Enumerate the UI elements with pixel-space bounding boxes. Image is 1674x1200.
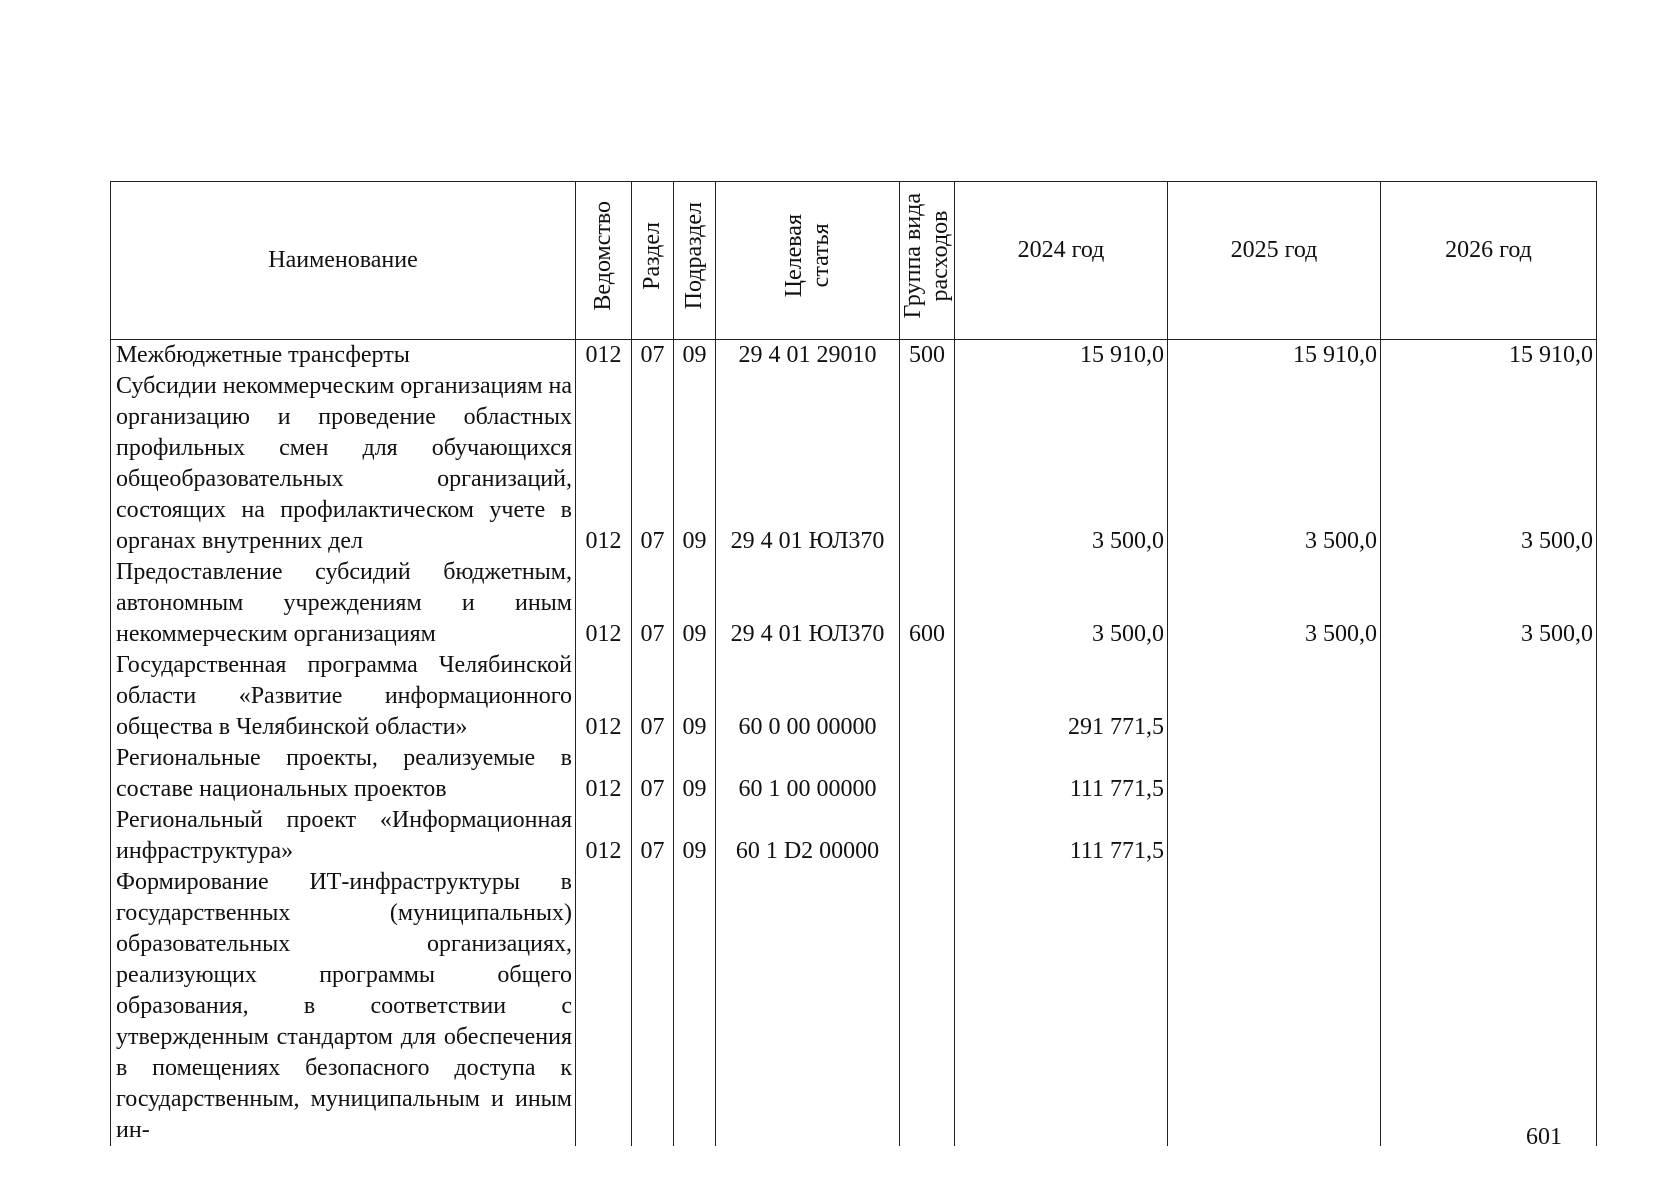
row-name: Государственная программа Челябинской области «Развитие информационного общества в Челябинской области» [111,650,576,743]
row-name: Предоставление субсидий бюджетным, автономным учреждениям и иным некоммерческим организациям [111,557,576,650]
header-row [111,182,1597,340]
row-razdel: 07 [632,650,674,743]
row-podrazdel: 09 [674,340,716,372]
row-target: 60 1 D2 00000 [716,805,900,867]
row-vedomstvo: 012 [576,340,632,372]
row-target: 29 4 01 29010 [716,340,900,372]
table-row [111,650,1597,743]
row-amount-2026: 3 500,0 [1381,557,1597,650]
table-row [111,867,1597,1146]
row-group [900,371,955,557]
row-amount-2026: 3 500,0 [1381,371,1597,557]
row-amount-2024: 3 500,0 [955,557,1168,650]
row-amount-2025 [1168,805,1381,867]
row-name: Региональные проекты, реализуемые в составе национальных проектов [111,743,576,805]
row-amount-2026 [1381,805,1597,867]
row-group [900,650,955,743]
row-vedomstvo: 012 [576,650,632,743]
header-year-2026: 2026 год [1381,182,1597,340]
row-amount-2026 [1381,743,1597,805]
table-row [111,805,1597,867]
table-row [111,371,1597,557]
page-number: 601 [1526,1124,1562,1150]
row-target [716,867,900,1146]
row-vedomstvo: 012 [576,557,632,650]
row-target: 29 4 01 ЮЛ370 [716,557,900,650]
row-podrazdel: 09 [674,557,716,650]
row-amount-2026 [1381,650,1597,743]
row-group: 600 [900,557,955,650]
row-razdel: 07 [632,557,674,650]
table-row [111,340,1597,372]
row-vedomstvo [576,867,632,1146]
header-year-2024: 2024 год [955,182,1168,340]
row-amount-2024: 3 500,0 [955,371,1168,557]
header-group: Группа вида расходов [900,182,955,340]
row-amount-2025: 15 910,0 [1168,340,1381,372]
header-name: Наименование [111,182,576,340]
row-amount-2025 [1168,743,1381,805]
row-amount-2024: 111 771,5 [955,805,1168,867]
budget-table [110,181,1597,1146]
row-amount-2024 [955,867,1168,1146]
row-razdel: 07 [632,805,674,867]
row-razdel: 07 [632,743,674,805]
header-razdel: Раздел [632,182,674,340]
row-amount-2025 [1168,650,1381,743]
row-name: Региональный проект «Информационная инфраструктура» [111,805,576,867]
row-amount-2026 [1381,867,1597,1146]
row-vedomstvo: 012 [576,371,632,557]
table-row [111,557,1597,650]
row-target: 60 1 00 00000 [716,743,900,805]
row-group [900,867,955,1146]
row-podrazdel: 09 [674,805,716,867]
row-amount-2024: 15 910,0 [955,340,1168,372]
row-podrazdel: 09 [674,650,716,743]
row-podrazdel: 09 [674,371,716,557]
table-row [111,743,1597,805]
row-vedomstvo: 012 [576,805,632,867]
row-name: Субсидии некоммерческим организациям на организацию и проведение областных профильных смен для обучающихся общеобразовательных организаций, состоящих на профилактическом учете в органах внутренних дел [111,371,576,557]
header-vedomstvo: Ведомство [576,182,632,340]
row-podrazdel [674,867,716,1146]
row-amount-2025: 3 500,0 [1168,557,1381,650]
header-target: Целевая статья [716,182,900,340]
row-amount-2026: 15 910,0 [1381,340,1597,372]
header-podrazdel: Подраздел [674,182,716,340]
row-vedomstvo: 012 [576,743,632,805]
row-amount-2024: 111 771,5 [955,743,1168,805]
row-razdel: 07 [632,371,674,557]
row-razdel: 07 [632,340,674,372]
row-group [900,743,955,805]
row-group [900,805,955,867]
row-target: 60 0 00 00000 [716,650,900,743]
row-name: Формирование ИТ-инфраструктуры в государственных (муниципальных) образовательных организациях, реализующих программы общего образования, в соответствии с утвержденным стандартом для обеспечения в помещениях безопасного доступа к государственным, муниципальным и иным ин- [111,867,576,1146]
row-amount-2024: 291 771,5 [955,650,1168,743]
row-group: 500 [900,340,955,372]
row-name: Межбюджетные трансферты [111,340,576,372]
row-razdel [632,867,674,1146]
row-amount-2025: 3 500,0 [1168,371,1381,557]
row-podrazdel: 09 [674,743,716,805]
row-target: 29 4 01 ЮЛ370 [716,371,900,557]
row-amount-2025 [1168,867,1381,1146]
header-year-2025: 2025 год [1168,182,1381,340]
